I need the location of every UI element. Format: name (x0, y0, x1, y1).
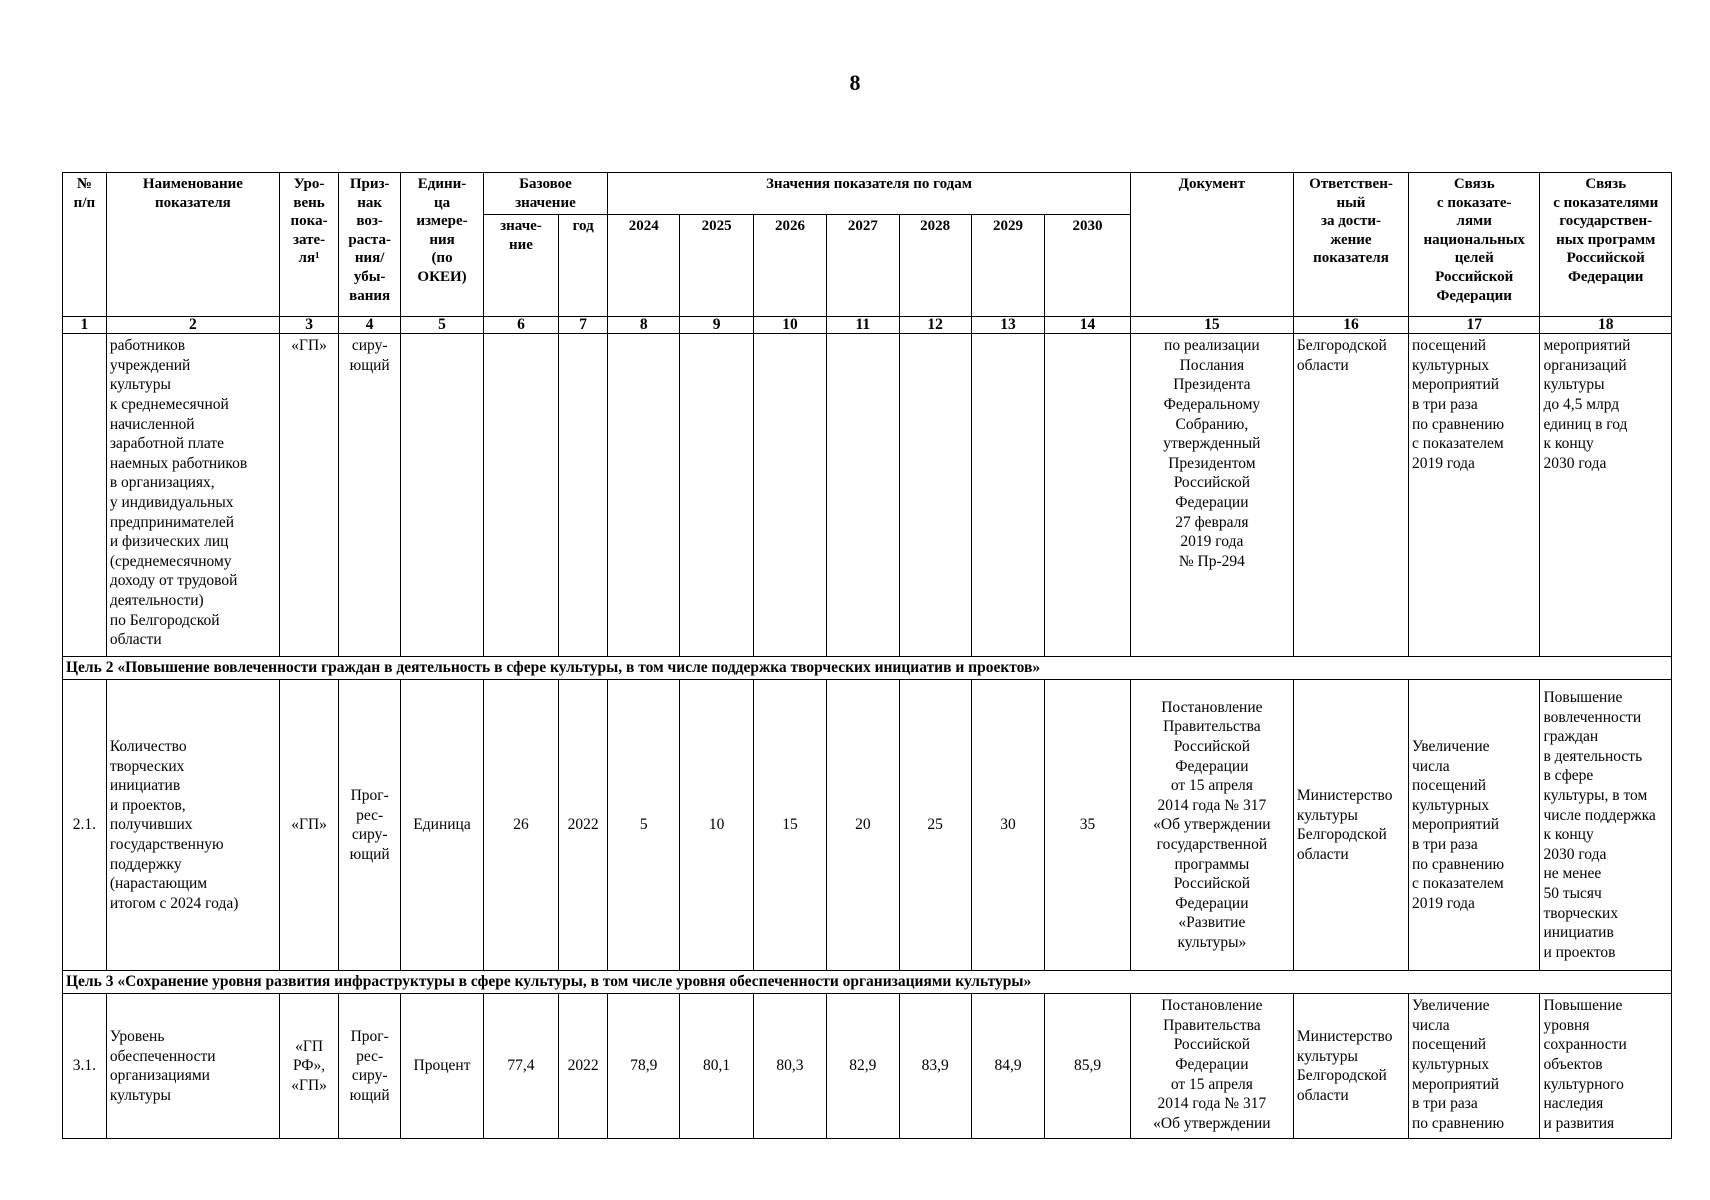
cell-level: «ГП» (280, 334, 339, 657)
cell-unit: Единица (401, 680, 484, 971)
cell-value (608, 334, 680, 657)
table-row-2-1 (63, 680, 1672, 971)
cell-value-2030: 35 (1045, 680, 1131, 971)
cell-base-value (483, 334, 558, 657)
header-year: 2029 (971, 215, 1044, 317)
cell-value (680, 334, 753, 657)
cell-value-2025: 80,1 (680, 994, 753, 1139)
cell-value-2024: 5 (608, 680, 680, 971)
header-years-title: Значения показателя по годам (608, 173, 1131, 215)
header-base-value: значе- ние (483, 215, 558, 317)
cell-document: по реализации Послания Президента Федеральному Собранию, утвержденный Президентом Российской Федерации 27 февраля 2019 года № Пр-294 (1130, 334, 1293, 657)
header-year: 2028 (899, 215, 971, 317)
goal-3-title: Цель 3 «Сохранение уровня развития инфраструктуры в сфере культуры, в том числе уровня обеспеченности организациями культуры» (63, 971, 1672, 994)
cell-num (63, 334, 107, 657)
header-sign: Приз- нак воз- раста- ния/ убы- вания (339, 173, 401, 317)
header-year: 2024 (608, 215, 680, 317)
cell-document: Постановление Правительства Российской Федерации от 15 апреля 2014 года № 317 «Об утверждении (1130, 994, 1293, 1139)
header-year: 2025 (680, 215, 753, 317)
cell-sign: Прог- рес- сиру- ющий (339, 680, 401, 971)
cell-value-2028: 83,9 (899, 994, 971, 1139)
header-year: 2026 (753, 215, 826, 317)
header-year: 2030 (1045, 215, 1131, 317)
cell-base-year (559, 334, 608, 657)
column-number: 16 (1293, 317, 1408, 334)
header-responsible: Ответствен- ный за дости- жение показателя (1293, 173, 1408, 317)
cell-link-national: Увеличение числа посещений культурных мероприятий в три раза по сравнению (1409, 994, 1540, 1139)
cell-value-2024: 78,9 (608, 994, 680, 1139)
column-number: 6 (483, 317, 558, 334)
cell-value-2030: 85,9 (1045, 994, 1131, 1139)
cell-value (753, 334, 826, 657)
indicators-table (62, 172, 1672, 1139)
column-number: 18 (1540, 317, 1672, 334)
column-number: 10 (753, 317, 826, 334)
table-row-3-1 (63, 994, 1672, 1139)
cell-value (971, 334, 1044, 657)
column-number: 15 (1130, 317, 1293, 334)
cell-value (827, 334, 899, 657)
column-number: 12 (899, 317, 971, 334)
column-number: 2 (106, 317, 279, 334)
column-number: 14 (1045, 317, 1131, 334)
cell-link-national: посещений культурных мероприятий в три раза по сравнению с показателем 2019 года (1409, 334, 1540, 657)
column-number: 4 (339, 317, 401, 334)
cell-base-year: 2022 (559, 994, 608, 1139)
column-number: 3 (280, 317, 339, 334)
cell-document: Постановление Правительства Российской Федерации от 15 апреля 2014 года № 317 «Об утверждении государственной программы Российской Федерации «Развитие культуры» (1130, 680, 1293, 971)
cell-unit: Процент (401, 994, 484, 1139)
column-number: 7 (559, 317, 608, 334)
column-number: 5 (401, 317, 484, 334)
header-num: № п/п (63, 173, 107, 317)
cell-name: Уровень обеспеченности организациями культуры (106, 994, 279, 1139)
column-number: 9 (680, 317, 753, 334)
cell-link-state: Повышение уровня сохранности объектов культурного наследия и развития (1540, 994, 1672, 1139)
table-row-continued (63, 334, 1672, 657)
cell-responsible: Министерство культуры Белгородской области (1293, 680, 1408, 971)
cell-unit (401, 334, 484, 657)
cell-value-2026: 15 (753, 680, 826, 971)
cell-base-value: 26 (483, 680, 558, 971)
column-number: 8 (608, 317, 680, 334)
cell-name: работников учреждений культуры к среднемесячной начисленной заработной плате наемных работников в организациях, у индивидуальных предпринимателей и физических лиц (среднемесячному доходу от трудовой деятельности) по Белгородской области (106, 334, 279, 657)
cell-name: Количество творческих инициатив и проектов, получивших государственную поддержку (нарастающим итогом с 2024 года) (106, 680, 279, 971)
page-number: 8 (849, 70, 861, 95)
column-number: 17 (1409, 317, 1540, 334)
column-numbers-row (63, 317, 1672, 334)
cell-value-2029: 30 (971, 680, 1044, 971)
cell-responsible: Белгородской области (1293, 334, 1408, 657)
header-base: Базовое значение (483, 173, 607, 215)
cell-base-year: 2022 (559, 680, 608, 971)
column-number: 1 (63, 317, 107, 334)
goal-2-title: Цель 2 «Повышение вовлеченности граждан в деятельность в сфере культуры, в том числе поддержка творческих инициатив и проектов» (63, 657, 1672, 680)
header-base-year: год (559, 215, 608, 317)
header-link-national: Связь с показате- лями национальных целей Российской Федерации (1409, 173, 1540, 317)
cell-value-2028: 25 (899, 680, 971, 971)
cell-level: «ГП» (280, 680, 339, 971)
header-year: 2027 (827, 215, 899, 317)
cell-num: 2.1. (63, 680, 107, 971)
cell-sign: Прог- рес- сиру- ющий (339, 994, 401, 1139)
cell-value-2026: 80,3 (753, 994, 826, 1139)
cell-base-value: 77,4 (483, 994, 558, 1139)
header-link-state: Связь с показателями государствен- ных программ Российской Федерации (1540, 173, 1672, 317)
goal-row (63, 971, 1672, 994)
header-level: Уро- вень пока- зате- ля¹ (280, 173, 339, 317)
cell-num: 3.1. (63, 994, 107, 1139)
column-number: 11 (827, 317, 899, 334)
cell-value-2027: 20 (827, 680, 899, 971)
cell-value-2029: 84,9 (971, 994, 1044, 1139)
cell-responsible: Министерство культуры Белгородской области (1293, 994, 1408, 1139)
cell-level: «ГП РФ», «ГП» (280, 994, 339, 1139)
goal-row (63, 657, 1672, 680)
column-number: 13 (971, 317, 1044, 334)
cell-value-2025: 10 (680, 680, 753, 971)
cell-link-state: Повышение вовлеченности граждан в деятельность в сфере культуры, в том числе поддержка к концу 2030 года не менее 50 тысяч творческих инициатив и проектов (1540, 680, 1672, 971)
header-name: Наименование показателя (106, 173, 279, 317)
cell-sign: сиру- ющий (339, 334, 401, 657)
header-unit: Едини- ца измере- ния (по ОКЕИ) (401, 173, 484, 317)
cell-value (899, 334, 971, 657)
cell-value-2027: 82,9 (827, 994, 899, 1139)
cell-link-national: Увеличение числа посещений культурных мероприятий в три раза по сравнению с показателем 2019 года (1409, 680, 1540, 971)
cell-value (1045, 334, 1131, 657)
cell-link-state: мероприятий организаций культуры до 4,5 млрд единиц в год к концу 2030 года (1540, 334, 1672, 657)
header-document: Документ (1130, 173, 1293, 317)
